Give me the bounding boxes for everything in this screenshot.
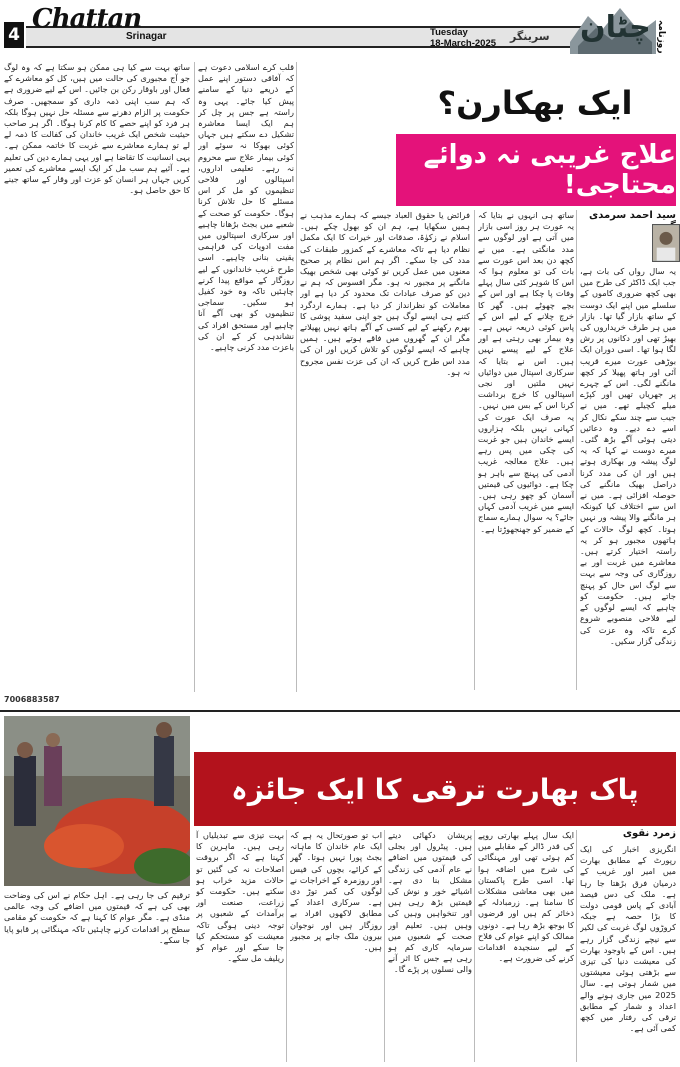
column-divider bbox=[286, 830, 287, 1062]
story-banner-text: علاج غریبی نہ دوائے محتاجی! bbox=[423, 140, 676, 200]
caption-column: ترقیم کی جا رہی ہے۔ اہل حکام نے اس کی وضاحت بھی کی ہے کہ قیمتوں میں اضافے کی وجہ عالمی منڈی ہے۔ مگر عوام کا کہنا ہے کہ حکومت کو مقامی سطح پر اقدامات کرنے چاہئیں تاکہ مہنگائی پر قابو پایا جا سکے۔ bbox=[4, 890, 190, 945]
second-story-banner-text: پاک بھارت ترقی کا ایک جائزہ bbox=[231, 772, 639, 806]
second-story-byline: زمرد نقوی bbox=[622, 828, 676, 839]
column-divider bbox=[576, 830, 577, 1062]
article-column: بہت تیزی سے تبدیلیاں آ رہی ہیں۔ ماہرین کا کہنا ہے کہ اگر بروقت اصلاحات نہ کی گئیں تو حالات مزید خراب ہو سکتے ہیں۔ حکومت کو زراعت، صنعت اور برآمدات کے شعبوں پر توجہ دینی ہوگی تاکہ معیشت کو مستحکم کیا جا سکے اور عوام کو ریلیف مل سکے۔ bbox=[196, 830, 284, 964]
masthead-urdu: چٹان bbox=[580, 10, 651, 45]
author-phone: 7006883587 bbox=[4, 695, 60, 704]
masthead-daily: روزنامہ bbox=[656, 20, 666, 54]
date-label: 18-March-2025 bbox=[430, 38, 497, 49]
article-column: پریشان دکھائی دیتے ہیں۔ پیٹرول اور بجلی کی قیمتوں میں اضافے نے عام آدمی کی زندگی مشکل بنا دی ہے۔ اشیائے خور و نوش کی قیمتیں بڑھ رہی ہیں اور تنخواہیں وہیں کی وہیں ہیں۔ تعلیم اور صحت کے شعبوں میں سرمایہ کاری کم ہو رہی ہے جس کا اثر آنے والی نسلوں پر پڑے گا۔ bbox=[388, 830, 472, 975]
date-block bbox=[430, 27, 496, 49]
article-column: اب تو صورتحال یہ ہے کہ ایک عام خاندان کا ماہانہ بجٹ پورا نہیں ہوتا۔ گھر کے کرائے، بچوں کی فیس اور روزمرہ کے اخراجات نے لوگوں کی کمر توڑ دی ہے۔ سرکاری اعداد کے مطابق لاکھوں افراد بے روزگار ہیں اور نوجوان بیرون ملک جانے پر مجبور ہیں۔ bbox=[290, 830, 382, 953]
second-story-banner bbox=[194, 752, 676, 826]
column-divider bbox=[296, 62, 297, 692]
article-column: انگریزی اخبار کی ایک رپورٹ کے مطابق بھارت میں امیر اور غریب کے درمیان فرق بڑھتا جا رہا ہے۔ ملک کی دس فیصد آبادی کے پاس قومی دولت کا بڑا حصہ ہے جبکہ کروڑوں لوگ غربت کی لکیر سے نیچے زندگی گزار رہے ہیں۔ اس کے باوجود بھارت کی معیشت دنیا کی تیزی سے بڑھتی ہوئی معیشتوں میں شمار ہوتی ہے۔ سال 2025 میں جاری ہونے والے اعداد و شمار کے مطابق ترقی کی رفتار میں کچھ کمی آئی ہے۔ bbox=[580, 844, 676, 1034]
article-column: ساتھ ہی انہوں نے بتایا کہ یہ عورت ہر روز اسی بازار میں آتی ہے اور لوگوں سے مدد مانگتی ہے۔ میں نے کچھ دن بعد اس عورت سے بات کی تو معلوم ہوا کہ اس کا شوہر کئی سال پہلے وفات پا چکا ہے اور اس کے بچے چھوٹے ہیں۔ گھر کا خرچ چلانے کے لیے اس کے پاس کوئی ذریعہ نہیں ہے۔ وہ بیمار بھی رہتی ہے اور علاج کے لیے پیسے نہیں ہیں۔ اس نے بتایا کہ سرکاری اسپتال میں دوائیاں نہیں ملتیں اور نجی اسپتالوں کا خرچ برداشت کرنا اس کے بس میں نہیں۔ یہ صرف ایک عورت کی کہانی نہیں بلکہ ہزاروں ایسے خاندان ہیں جو غربت کی چکی میں پس رہے ہیں۔ علاج معالجہ غریب آدمی کی پہنچ سے باہر ہو چکا ہے۔ دوائیوں کی قیمتیں آسمان کو چھو رہی ہیں۔ ایسے میں غریب آدمی کہاں جائے؟ یہ سوال ہمارے سماج کے ضمیر کو جھنجھوڑتا ہے۔ bbox=[478, 210, 574, 534]
section-divider bbox=[0, 710, 680, 712]
column-divider bbox=[474, 830, 475, 1062]
page-number: 4 bbox=[4, 22, 24, 48]
article-column: یہ سال رواں کی بات ہے، جب ایک ڈاکٹر کی طرح میں بھی کچھ ضروری کاموں کے سلسلے میں اپنے ایک دوست کے ساتھ بازار گیا تھا۔ بازار میں ہر طرف خریداروں کی بھیڑ تھی اور دکانوں پر رش لگا ہوا تھا۔ اسی دوران ایک بوڑھی عورت میرے قریب آئی اور ہاتھ پھیلا کر کچھ مانگنے لگی۔ اس کے چہرے پر جھریاں تھیں اور کپڑے میلے کچیلے تھے۔ میں نے جیب سے چند سکے نکال کر اسے دے دیے۔ وہ دعائیں دیتی ہوئی آگے بڑھ گئی۔ میرے دوست نے کہا کہ یہ لوگ پیشہ ور بھکاری ہوتے ہیں اور ان کی مدد کرنا دراصل بھیک مانگنے کی حوصلہ افزائی ہے۔ میں نے اس سے اختلاف کیا کیونکہ ہر مانگنے والا پیشہ ور نہیں ہوتا۔ کچھ لوگ حالات کے ہاتھوں مجبور ہو کر یہ راستہ اختیار کرتے ہیں۔ معاشرے میں غربت اور بے روزگاری کی وجہ سے بہت سے لوگ اس حال کو پہنچ جاتے ہیں۔ حکومت کو چاہیے کہ ایسے لوگوں کے لیے فلاحی منصوبے شروع کرے تاکہ وہ عزت کی زندگی گزار سکیں۔ bbox=[580, 266, 676, 646]
story-title: ایک بھکارن؟ bbox=[437, 84, 633, 122]
spacer bbox=[580, 226, 650, 236]
column-divider bbox=[576, 210, 577, 690]
city-label: Srinagar bbox=[126, 31, 167, 42]
article-column: ساتھ بہت سے کیا ہی ممکن ہو سکتا ہے کہ وہ لوگ جو آج مجبوری کی حالت میں ہیں، کل کو معاشرے کے فعال اور باوقار رکن بن جائیں۔ اس کے لیے ضروری ہے کہ ہم سب اپنی ذمہ داری کو سمجھیں۔ صرف حکومت پر الزام دھرنے سے مسئلہ حل نہیں ہوگا بلکہ ہر فرد کو اپنے حصے کا کام کرنا ہوگا۔ اگر ہر صاحب حیثیت شخص ایک غریب خاندان کی کفالت کا ذمہ لے لے تو ہمارے معاشرے سے غربت کا خاتمہ ممکن ہے۔ یہی انسانیت کا تقاضا ہے اور یہی ہمارے دین کی تعلیم ہے۔ آئیے ہم سب مل کر ایک ایسے معاشرے کی تعمیر کریں جہاں ہر انسان کو عزت اور وقار کے ساتھ جینے کا حق حاصل ہو۔ bbox=[4, 62, 190, 196]
author-photo bbox=[652, 224, 680, 262]
column-divider bbox=[474, 210, 475, 690]
column-divider bbox=[384, 830, 385, 1062]
column-divider bbox=[194, 62, 195, 692]
market-photo bbox=[4, 716, 190, 886]
page-header bbox=[0, 0, 680, 58]
story-banner bbox=[396, 134, 676, 206]
article-column: ایک سال پہلے بھارتی روپے کی قدر ڈالر کے مقابلے میں کم ہوئی تھی اور مہنگائی کی شرح میں اضافہ ہوا تھا۔ اسی طرح پاکستان میں بھی معاشی مشکلات کا سامنا ہے۔ زرمبادلہ کے ذخائر کم ہیں اور قرضوں کا بوجھ بڑھ رہا ہے۔ دونوں ممالک کو اپنے عوام کی فلاح کے لیے سنجیدہ اقدامات کرنے کی ضرورت ہے۔ bbox=[478, 830, 574, 964]
article-column: فرائض یا حقوق العباد جیسے کہ ہمارے مذہب نے ہمیں سکھایا ہے، ہم ان کو بھول چکے ہیں۔ اسلام نے زکوٰۃ، صدقات اور خیرات کا ایک مکمل نظام دیا ہے تاکہ معاشرے کے کمزور طبقات کی مدد کی جا سکے۔ اگر ہم اس نظام پر صحیح معنوں میں عمل کریں تو کوئی بھی شخص بھیک مانگنے پر مجبور نہ ہو۔ مگر افسوس کہ ہم نے دین کو صرف عبادات تک محدود کر دیا ہے اور معاملات کو نظرانداز کر دیا ہے۔ ہمارے اردگرد کتنے ہی ایسے لوگ ہیں جو اپنی سفید پوشی کا بھرم رکھنے کے لیے کسی کے آگے ہاتھ نہیں پھیلاتے مگر ان کے گھروں میں فاقے ہوتے ہیں۔ ہمیں چاہیے کہ ایسے لوگوں کو تلاش کریں اور ان کی مدد اس طرح کریں کہ ان کی عزت نفس مجروح نہ ہو۔ bbox=[300, 210, 470, 377]
day-label: Tuesday bbox=[430, 27, 468, 38]
article-column: قلب کرے اسلامی دعوت ہے کہ آفاقی دستور اپنے عمل کے ذریعے دنیا کے سامنے پیش کیا جائے۔ یہی وہ راستہ ہے جس پر چل کر ہم ایک ایسا معاشرہ تشکیل دے سکتے ہیں جہاں کوئی بھوکا نہ سوئے اور کوئی بیمار علاج سے محروم نہ رہے۔ تعلیمی اداروں، اسپتالوں اور فلاحی تنظیموں کو مل کر اس مسئلے کا حل تلاش کرنا ہوگا۔ حکومت کو صحت کے شعبے میں بجٹ بڑھانا چاہیے اور سرکاری اسپتالوں میں مفت ادویات کی فراہمی یقینی بنانی چاہیے۔ اسی طرح غریب خاندانوں کے لیے روزگار کے مواقع پیدا کرنے چاہئیں تاکہ وہ خود کفیل ہو سکیں۔ سماجی تنظیموں کو بھی آگے آنا چاہیے اور مستحق افراد کی نشاندہی کر کے ان کی باعزت مدد کرنی چاہیے۔ bbox=[198, 62, 294, 353]
story-byline: سید احمد سرمدی bbox=[589, 210, 676, 221]
city-urdu: سرینگر bbox=[510, 30, 550, 43]
brand-logo: Chattan bbox=[32, 4, 142, 34]
